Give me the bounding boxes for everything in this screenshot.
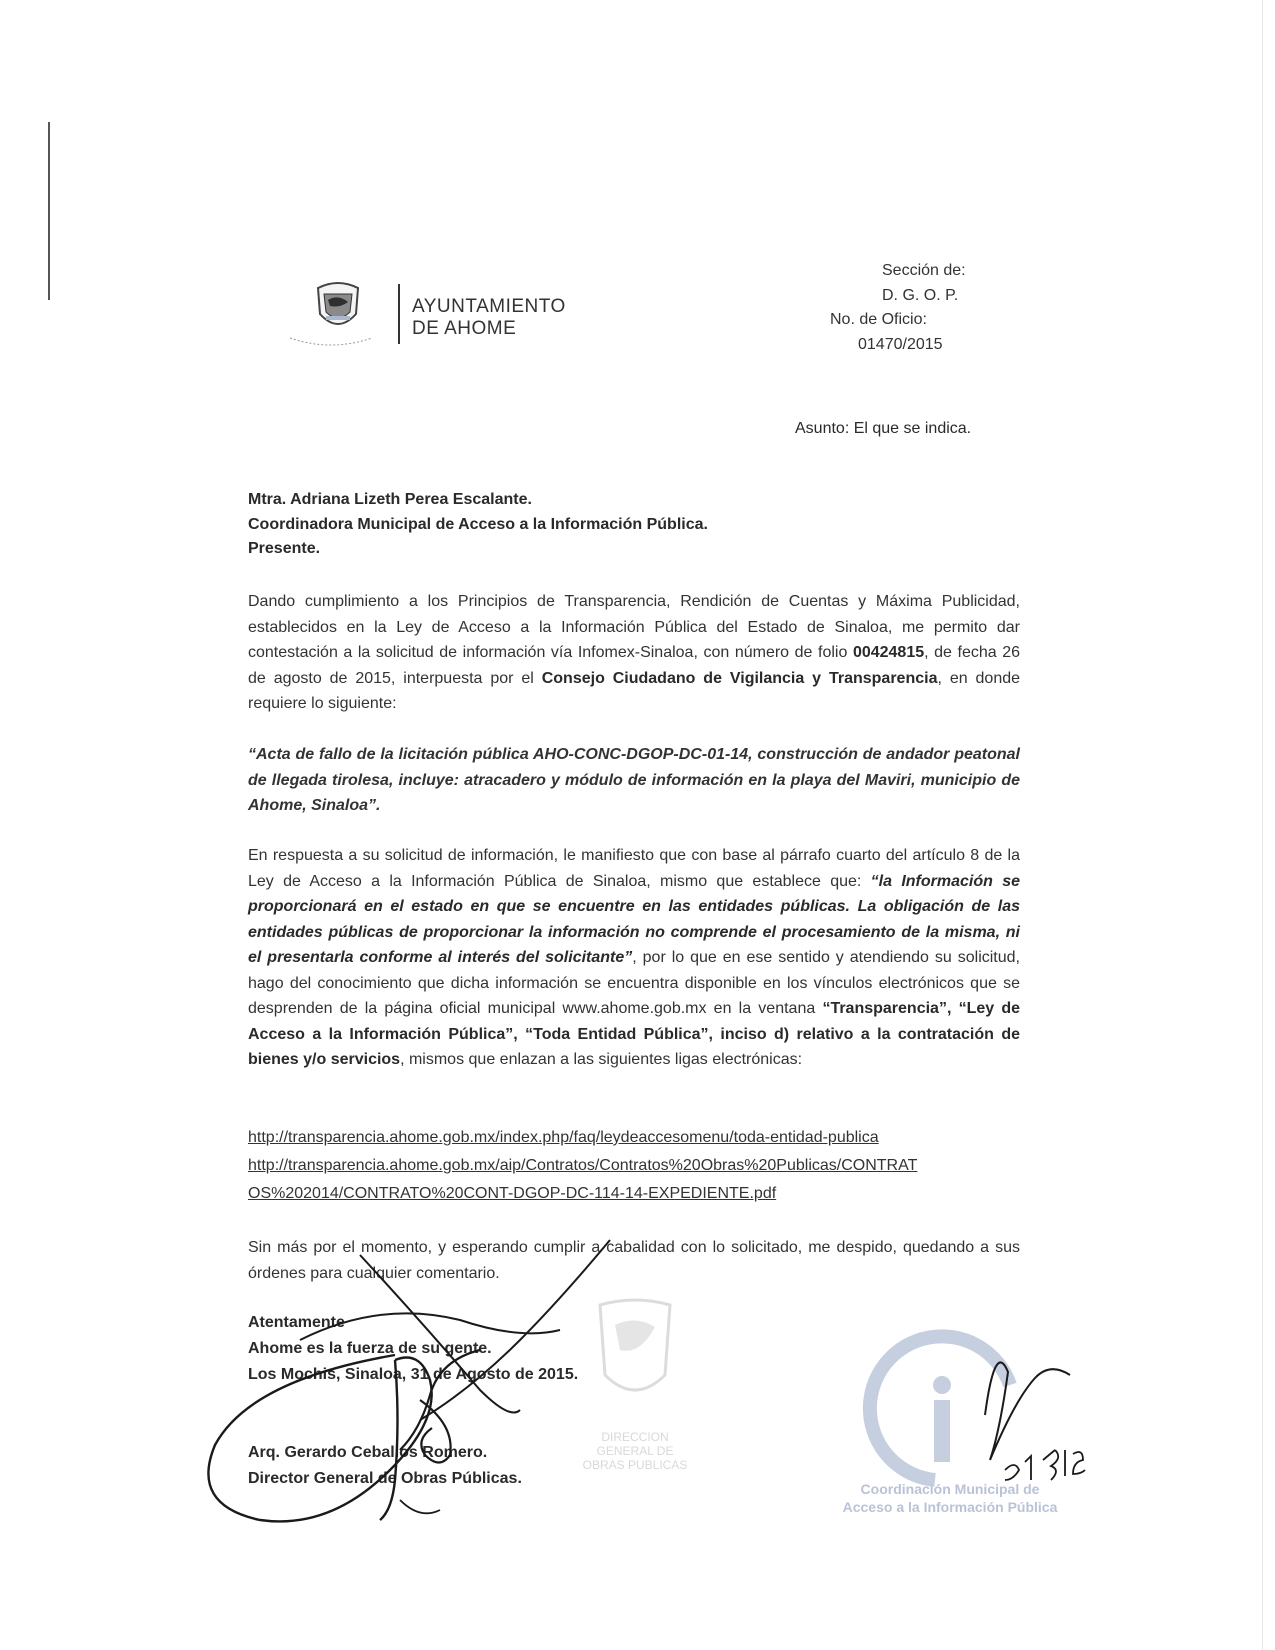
paragraph-request-text-b: , de fecha 26 de agosto de 2015, interpuesta por el xyxy=(248,644,1021,687)
municipal-logo xyxy=(290,276,590,358)
signer-block xyxy=(248,1440,522,1492)
recipient-title: Coordinadora Municipal de Acceso a la Información Pública. xyxy=(248,515,708,533)
coordination-stamp-line-1: Coordinación Municipal de xyxy=(860,1481,1040,1497)
coordination-stamp-i-icon xyxy=(933,1376,951,1462)
paragraph-response-text-c: , mismos que enlazan a las siguientes ligas electrónicas: xyxy=(400,1051,803,1068)
closing-motto: Ahome es la fuerza de su gente. xyxy=(248,1340,492,1357)
seal-caption-icon xyxy=(286,334,376,348)
scan-edge xyxy=(1262,0,1263,1650)
scan-mark xyxy=(48,122,50,300)
paragraph-response-text-a: En respuesta a su solicitud de información, le manifiesto que con base al párrafo cuarto del artículo 8 de la Ley de Acceso a la Información Pública de Sinaloa, mismo que establece que: xyxy=(248,847,1020,890)
signer-title: Director General de Obras Públicas. xyxy=(248,1470,522,1487)
website-navigation-path: “Transparencia”, “Ley de Acceso a la Información Pública”, “Toda Entidad Pública”, inciso d) relativo a la contratación de bienes y/o servicios xyxy=(248,1000,1020,1068)
paragraph-request-text-c: , en donde requiere lo siguiente: xyxy=(248,669,1021,712)
requested-document-quote: “Acta de fallo de la licitación pública AHO-CONC-DGOP-DC-01-14, construcción de andador peatonal de llegada tirolesa, incluye: atracadero y módulo de información en la playa del Maviri, municipio de Ahome, Sinaloa”. xyxy=(248,746,1020,814)
coordination-stamp-text xyxy=(820,1480,1080,1516)
faded-stamp-line-3: OBRAS PUBLICAS xyxy=(582,1458,688,1472)
recipient-greeting: Presente. xyxy=(248,540,321,557)
closing-block xyxy=(248,1310,578,1388)
paragraph-request xyxy=(248,589,1020,717)
organization-line-2: DE AHOME xyxy=(412,318,517,339)
link-contract-pdf-line-2[interactable]: OS%202014/CONTRATO%20CONT-DGOP-DC-114-14-EXPEDIENTE.pdf xyxy=(248,1185,777,1202)
coordination-stamp-emblem-icon xyxy=(870,1336,1010,1480)
receiver-signature-icon xyxy=(985,1362,1070,1460)
recipient-block xyxy=(248,488,708,562)
link-contract-pdf-line-1[interactable]: http://transparencia.ahome.gob.mx/aip/Contratos/Contratos%20Obras%20Publicas/CONTRAT xyxy=(248,1157,918,1174)
subject-line: Asunto: El que se indica. xyxy=(795,420,972,437)
faded-stamp-line-2: GENERAL DE xyxy=(596,1444,674,1458)
requester-organization: Consejo Ciudadano de Vigilancia y Transparencia xyxy=(541,669,938,687)
faded-stamp-line-1: DIRECCION xyxy=(601,1430,669,1444)
recipient-name: Mtra. Adriana Lizeth Perea Escalante. xyxy=(248,491,532,508)
links-list xyxy=(248,1124,1028,1208)
faded-office-stamp xyxy=(560,1295,710,1515)
stamp-emblem-icon xyxy=(560,1295,710,1425)
paragraph-response xyxy=(248,843,1020,1073)
section-label: Sección de: xyxy=(882,262,966,279)
signer-name: Arq. Gerardo Ceballos Romero. xyxy=(248,1444,488,1461)
law-quote: “la Información se proporcionará en el estado en que se encuentre en las entidades públicas. La obligación de las entidades públicas de proporcionar la información no comprende el procesamiento de la misma, ni el presentarla conforme al interés del solicitante” xyxy=(248,872,1020,966)
link-transparency-portal[interactable]: http://transparencia.ahome.gob.mx/index.php/faq/leydeaccesomenu/toda-entidad-publica xyxy=(248,1129,879,1146)
organization-line-1: AYUNTAMIENTO xyxy=(412,296,566,317)
closing-place-date: Los Mochis, Sinaloa, 31 de Agosto de 2015. xyxy=(248,1366,579,1383)
section-value: D. G. O. P. xyxy=(882,286,959,304)
reference-block xyxy=(830,259,980,357)
office-number: 01470/2015 xyxy=(858,335,943,353)
ahome-seal-icon xyxy=(308,278,368,338)
closing-salutation: Atentamente xyxy=(248,1314,345,1331)
office-number-label: No. de Oficio: xyxy=(830,311,927,328)
receiver-date-icon xyxy=(1005,1450,1085,1480)
folio-number: 00424815 xyxy=(852,644,925,661)
organization-name xyxy=(412,296,566,340)
logo-divider xyxy=(398,284,400,344)
coordination-stamp-line-2: Acceso a la Información Pública xyxy=(842,1499,1058,1515)
faded-stamp-text xyxy=(560,1430,710,1472)
paragraph-response-text-b: , por lo que en ese sentido y atendiendo su solicitud, hago del conocimiento que dicha información se encuentra disponible en los vínculos electrónicos que se desprenden de la página oficial municipal www.ahome.gob.mx en la ventana xyxy=(248,949,1020,1017)
paragraph-farewell: Sin más por el momento, y esperando cumplir a cabalidad con lo solicitado, me despido, quedando a sus órdenes para cualquier comentario. xyxy=(248,1239,1020,1282)
paragraph-request-text-a: Dando cumplimiento a los Principios de Transparencia, Rendición de Cuentas y Máxima Publicidad, establecidos en la Ley de Acceso a la Información Pública del Estado de Sinaloa, me permito dar contestación a la solicitud de información vía Infomex-Sinaloa, con número de folio xyxy=(248,593,1020,661)
